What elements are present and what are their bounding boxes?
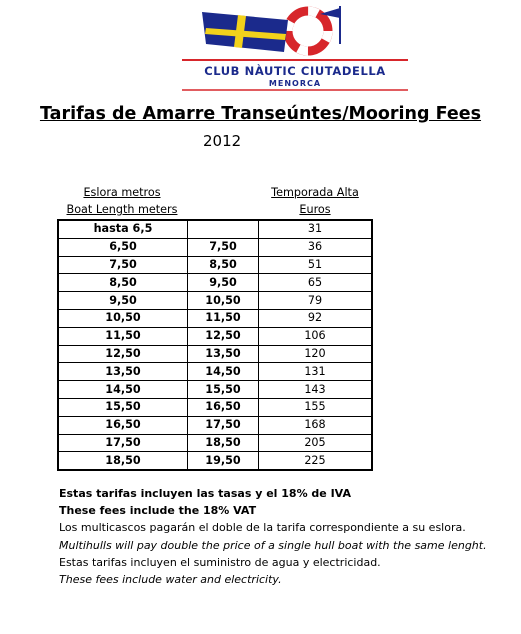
fee-cell: 143 [259,381,373,399]
length-from-cell: 18,50 [58,452,188,470]
length-from-cell: 15,50 [58,398,188,416]
length-from-cell: 17,50 [58,434,188,452]
table-row [58,327,372,345]
table-row [58,274,372,292]
fee-cell: 225 [259,452,373,470]
fee-header-en: Euros [299,203,331,216]
length-from-cell: 9,50 [58,292,188,310]
length-to-cell: 9,50 [188,274,259,292]
fee-header-es: Temporada Alta [271,186,359,199]
length-to-cell: 12,50 [188,327,259,345]
fee-cell: 155 [259,398,373,416]
fee-cell: 205 [259,434,373,452]
fee-cell: 65 [259,274,373,292]
length-to-cell: 11,50 [188,309,259,327]
club-location: MENORCA [268,79,322,88]
fee-cell: 79 [259,292,373,310]
table-row [58,292,372,310]
length-from-cell: 10,50 [58,309,188,327]
year-label: 2012 [203,132,242,150]
note-utilities-en: These fees include water and electricity. [59,573,282,587]
lifebuoy-icon [288,11,328,51]
length-to-cell: 16,50 [188,398,259,416]
length-to-cell: 10,50 [188,292,259,310]
length-to-cell: 13,50 [188,345,259,363]
length-to-cell: 7,50 [188,238,259,256]
fee-cell: 120 [259,345,373,363]
table-row [58,363,372,381]
length-from-cell: hasta 6,5 [58,220,188,238]
length-from-cell: 8,50 [58,274,188,292]
mooring-fees-table [57,219,373,471]
table-row [58,238,372,256]
table-row [58,398,372,416]
table-row [58,220,372,238]
club-name: CLUB NÀUTIC CIUTADELLA [204,64,386,78]
flag-icon [202,12,288,52]
length-to-cell: 17,50 [188,416,259,434]
fee-cell: 168 [259,416,373,434]
fee-cell: 51 [259,256,373,274]
table-row [58,309,372,327]
length-header-en: Boat Length meters [66,203,178,216]
fee-cell: 92 [259,309,373,327]
table-row [58,381,372,399]
length-from-cell: 11,50 [58,327,188,345]
length-to-cell [188,220,259,238]
length-to-cell: 18,50 [188,434,259,452]
note-multihull-es: Los multicascos pagarán el doble de la tarifa correspondiente a su eslora. [59,521,466,535]
table-row [58,345,372,363]
length-header-es: Eslora metros [83,186,161,199]
table-row [58,256,372,274]
note-multihull-en: Multihulls will pay double the price of a single hull boat with the same lenght. [59,538,487,552]
length-from-cell: 14,50 [58,381,188,399]
length-from-cell: 12,50 [58,345,188,363]
fee-cell: 36 [259,238,373,256]
table-row [58,434,372,452]
length-from-cell: 13,50 [58,363,188,381]
notes [59,485,487,588]
table-row [58,452,372,470]
length-from-cell: 16,50 [58,416,188,434]
note-tax-es: Estas tarifas incluyen las tasas y el 18% de IVA [59,487,351,500]
length-to-cell: 19,50 [188,452,259,470]
length-from-cell: 6,50 [58,238,188,256]
note-tax-en: These fees include the 18% VAT [59,504,257,518]
fee-cell: 31 [259,220,373,238]
fee-cell: 106 [259,327,373,345]
length-from-cell: 7,50 [58,256,188,274]
length-to-cell: 8,50 [188,256,259,274]
fee-cell: 131 [259,363,373,381]
table-row [58,416,372,434]
length-to-cell: 14,50 [188,363,259,381]
note-utilities-es: Estas tarifas incluyen el suministro de agua y electricidad. [59,555,381,569]
length-to-cell: 15,50 [188,381,259,399]
page-title: Tarifas de Amarre Transeúntes/Mooring Fees [39,104,482,124]
